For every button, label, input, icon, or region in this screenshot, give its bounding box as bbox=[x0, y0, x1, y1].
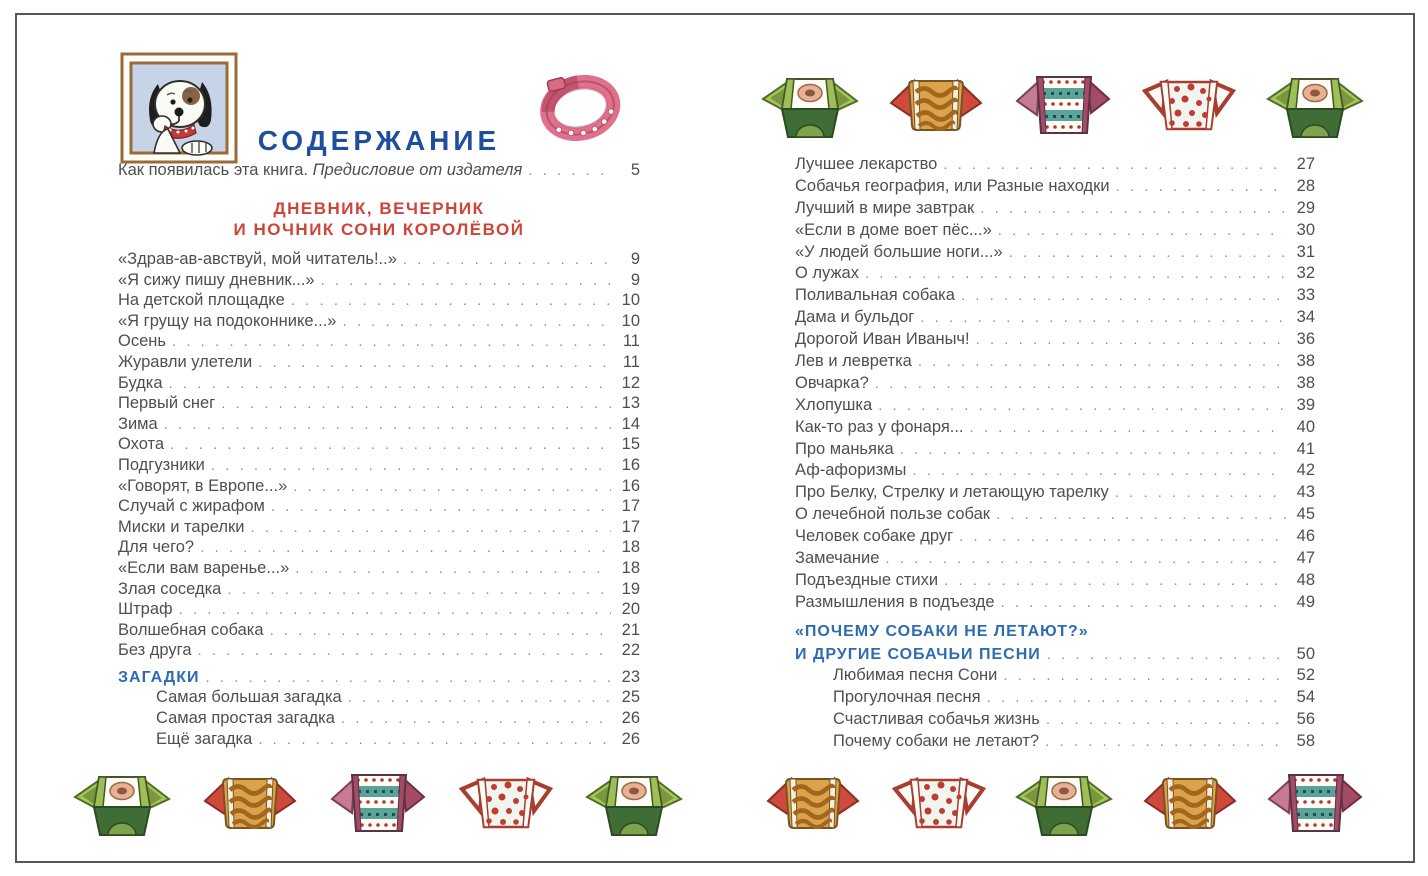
entry-title: «Здрав-ав-авствуй, мой читатель!..» bbox=[118, 250, 397, 268]
entry-title: Лучший в мире завтрак bbox=[795, 198, 975, 217]
page-number: 11 bbox=[622, 352, 640, 371]
toc-entry bbox=[118, 538, 640, 559]
entry-title: Подъездные стихи bbox=[795, 570, 939, 589]
bowl-wavy-icon bbox=[1140, 766, 1240, 842]
toc-entry bbox=[795, 396, 1315, 418]
dot-leader bbox=[258, 731, 611, 748]
toc-entry bbox=[118, 580, 640, 601]
toc-entry bbox=[118, 730, 640, 751]
page-number: 42 bbox=[1296, 461, 1315, 480]
page-number: 19 bbox=[621, 579, 640, 598]
dot-leader bbox=[959, 528, 1286, 545]
page-number: 47 bbox=[1296, 549, 1315, 568]
page-number: 18 bbox=[621, 538, 640, 557]
section-header-line: «ПОЧЕМУ СОБАКИ НЕ ЛЕТАЮТ?» bbox=[795, 622, 1089, 640]
entry-title: Почему собаки не летают? bbox=[833, 732, 1040, 751]
entry-title: Штраф bbox=[118, 600, 173, 619]
bowl-dots-icon bbox=[889, 766, 989, 842]
dot-leader bbox=[1046, 711, 1286, 728]
bowl-row-bottom-right bbox=[763, 766, 1365, 842]
entry-title: Лев и левретка bbox=[795, 352, 912, 371]
toc-entry bbox=[795, 221, 1315, 243]
toc-entry bbox=[118, 668, 640, 689]
toc-entry bbox=[118, 559, 640, 580]
page-number: 9 bbox=[630, 270, 640, 289]
page-number: 22 bbox=[621, 641, 640, 660]
dot-leader bbox=[205, 669, 611, 686]
toc-entry bbox=[795, 732, 1315, 754]
toc-entry bbox=[795, 483, 1315, 505]
dot-leader bbox=[291, 292, 611, 309]
page-number: 48 bbox=[1296, 570, 1315, 589]
page-number: 27 bbox=[1296, 155, 1315, 173]
page-number: 13 bbox=[621, 394, 640, 413]
dot-leader bbox=[341, 710, 611, 727]
dot-leader bbox=[198, 642, 612, 659]
dot-leader bbox=[1116, 178, 1286, 195]
dot-leader bbox=[980, 200, 1286, 217]
toc-entry bbox=[795, 710, 1315, 732]
entry-title: Ещё загадка bbox=[156, 729, 253, 748]
dot-leader bbox=[403, 251, 611, 268]
bowl-striped-icon bbox=[328, 766, 428, 842]
page-number: 54 bbox=[1296, 688, 1315, 707]
entry-title: Про Белку, Стрелку и летающую тарелку bbox=[795, 483, 1109, 502]
entry-title: Поливальная собака bbox=[795, 286, 955, 305]
entry-title: Человек собаке друг bbox=[795, 527, 954, 546]
dot-leader bbox=[343, 313, 612, 330]
dot-leader bbox=[1003, 667, 1286, 684]
toc-entry bbox=[118, 621, 640, 642]
dot-leader bbox=[1115, 484, 1286, 501]
entry-title: Счастливая собачья жизнь bbox=[833, 710, 1040, 729]
toc-entry bbox=[795, 505, 1315, 527]
dot-leader bbox=[878, 397, 1286, 414]
entry-title: Овчарка? bbox=[795, 373, 869, 392]
page-number: 30 bbox=[1296, 220, 1315, 239]
page-number: 38 bbox=[1296, 373, 1315, 392]
page-number: 49 bbox=[1296, 592, 1315, 611]
entry-title: Собачья география, или Разные находки bbox=[795, 176, 1110, 195]
toc-entry bbox=[795, 352, 1315, 374]
entry-title: Самая простая загадка bbox=[156, 709, 335, 728]
entry-title: «У людей большие ноги...» bbox=[795, 242, 1003, 261]
page-number: 29 bbox=[1296, 198, 1315, 217]
entry-title: Лучшее лекарство bbox=[795, 155, 938, 173]
toc-entry bbox=[795, 666, 1315, 688]
entry-title: Прогулочная песня bbox=[833, 688, 981, 707]
dot-leader bbox=[258, 354, 611, 371]
bowl-green-icon bbox=[760, 68, 860, 144]
toc-entry bbox=[795, 593, 1315, 615]
dot-leader bbox=[293, 478, 611, 495]
entry-title: Миски и тарелки bbox=[118, 517, 245, 536]
entry-title: Осень bbox=[118, 332, 166, 351]
page-number: 33 bbox=[1296, 286, 1315, 305]
page-number: 32 bbox=[1296, 264, 1315, 283]
entry-title: «Если в доме воет пёс...» bbox=[795, 220, 992, 239]
entry-title: Про маньяка bbox=[795, 439, 894, 458]
page-number: 31 bbox=[1296, 242, 1315, 261]
toc-left-page bbox=[118, 250, 640, 750]
dot-leader bbox=[912, 462, 1286, 479]
intro-subtitle-italic: Предисловие от издателя bbox=[312, 161, 523, 179]
page-number: 5 bbox=[630, 161, 640, 179]
toc-entry bbox=[118, 600, 640, 621]
entry-title: О лужах bbox=[795, 264, 859, 283]
toc-entry bbox=[795, 461, 1315, 483]
page-number: 41 bbox=[1296, 439, 1315, 458]
page-number: 18 bbox=[621, 558, 640, 577]
page-number: 26 bbox=[621, 729, 640, 748]
page-number: 36 bbox=[1296, 330, 1315, 349]
entry-title: Размышления в подъезде bbox=[795, 592, 995, 611]
dot-leader bbox=[164, 416, 611, 433]
page-number: 56 bbox=[1296, 710, 1315, 729]
bowl-striped-icon bbox=[1013, 68, 1113, 144]
dot-leader bbox=[221, 395, 611, 412]
entry-title: Случай с жирафом bbox=[118, 497, 265, 516]
page-number: 34 bbox=[1296, 308, 1315, 327]
entry-title: Первый снег bbox=[118, 394, 216, 413]
toc-entry bbox=[118, 688, 640, 709]
dot-leader bbox=[875, 375, 1286, 392]
entry-title: Хлопушка bbox=[795, 395, 873, 414]
page-number: 15 bbox=[621, 435, 640, 454]
toc-entry bbox=[795, 571, 1315, 593]
page-number: 17 bbox=[621, 497, 640, 516]
page-number: 52 bbox=[1296, 666, 1315, 685]
bowl-green-icon bbox=[72, 766, 172, 842]
dot-leader bbox=[1001, 594, 1286, 611]
page-number: 12 bbox=[621, 373, 640, 392]
entry-title: Для чего? bbox=[118, 538, 195, 557]
toc-entry bbox=[118, 353, 640, 374]
entry-title: Без друга bbox=[118, 641, 192, 660]
page-number: 16 bbox=[621, 476, 640, 495]
entry-title: Самая большая загадка bbox=[156, 688, 342, 707]
dot-leader bbox=[271, 498, 611, 515]
toc-entry bbox=[118, 332, 640, 353]
page-number: 10 bbox=[621, 311, 640, 330]
toc-entry bbox=[118, 709, 640, 730]
toc-entry bbox=[795, 374, 1315, 396]
entry-title: Будка bbox=[118, 373, 163, 392]
toc-entry bbox=[118, 394, 640, 415]
bowl-green-icon bbox=[584, 766, 684, 842]
dot-leader bbox=[900, 441, 1286, 458]
entry-title: Зима bbox=[118, 414, 158, 433]
bowl-row-bottom-left bbox=[72, 766, 684, 842]
entry-title: Любимая песня Сони bbox=[833, 666, 998, 685]
toc-entry bbox=[795, 527, 1315, 549]
toc-entry bbox=[118, 374, 640, 395]
toc-entry bbox=[118, 497, 640, 518]
contents-title: СОДЕРЖАНИЕ bbox=[257, 124, 501, 156]
dot-leader bbox=[172, 333, 611, 350]
entry-title: ЗАГАДКИ bbox=[118, 668, 200, 686]
entry-title: «Я сижу пишу дневник...» bbox=[118, 270, 315, 289]
entry-title: Волшебная собака bbox=[118, 620, 264, 639]
page-number: 17 bbox=[621, 517, 640, 536]
toc-entry bbox=[795, 418, 1315, 440]
toc-entry bbox=[118, 415, 640, 436]
dot-leader bbox=[321, 272, 611, 289]
page-number: 16 bbox=[621, 455, 640, 474]
dot-leader bbox=[250, 519, 611, 536]
entry-title: Охота bbox=[118, 435, 165, 454]
entry-title: На детской площадке bbox=[118, 291, 285, 310]
entry-title: Замечание bbox=[795, 549, 880, 568]
page-number: 28 bbox=[1296, 176, 1315, 195]
entry-title: Аф-афоризмы bbox=[795, 461, 907, 480]
bowl-striped-icon bbox=[1265, 766, 1365, 842]
page-number: 20 bbox=[621, 600, 640, 619]
toc-entry bbox=[795, 286, 1315, 308]
dot-leader bbox=[996, 506, 1286, 523]
page-number: 25 bbox=[621, 688, 640, 707]
toc-entry bbox=[795, 688, 1315, 710]
dot-leader bbox=[944, 572, 1286, 589]
toc-entry bbox=[118, 312, 640, 333]
toc-entry bbox=[795, 243, 1315, 265]
page-number: 26 bbox=[621, 709, 640, 728]
dot-leader bbox=[961, 287, 1286, 304]
bowl-row-top-right bbox=[760, 68, 1365, 144]
entry-title: «Я грущу на подоконнике...» bbox=[118, 311, 337, 330]
toc-entry bbox=[795, 199, 1315, 221]
toc-entry bbox=[118, 641, 640, 662]
toc-right-page bbox=[795, 155, 1315, 754]
entry-title: Злая соседка bbox=[118, 579, 222, 598]
bowl-dots-icon bbox=[456, 766, 556, 842]
entry-title: О лечебной пользе собак bbox=[795, 505, 990, 524]
toc-entry bbox=[118, 271, 640, 292]
page-number: 14 bbox=[621, 414, 640, 433]
dot-leader bbox=[169, 375, 611, 392]
dot-leader bbox=[179, 601, 611, 618]
page-number: 11 bbox=[622, 332, 640, 351]
dot-leader bbox=[200, 539, 611, 556]
section-heading-diary: ДНЕВНИК, ВЕЧЕРНИК И НОЧНИК СОНИ КОРОЛЁВОЙ bbox=[233, 199, 525, 239]
bowl-wavy-icon bbox=[886, 68, 986, 144]
dot-leader bbox=[918, 353, 1286, 370]
page-number: 23 bbox=[621, 667, 640, 686]
entry-title: Как-то раз у фонаря... bbox=[795, 417, 964, 436]
page-number: 38 bbox=[1296, 352, 1315, 371]
toc-entry bbox=[795, 308, 1315, 330]
intro-title: Как появилась эта книга. bbox=[118, 161, 313, 179]
dog-collar-illustration bbox=[532, 66, 628, 148]
dot-leader bbox=[865, 265, 1286, 282]
toc-entry bbox=[795, 549, 1315, 571]
dot-leader bbox=[348, 689, 611, 706]
toc-entry bbox=[118, 291, 640, 312]
entry-title: Дама и бульдог bbox=[795, 308, 915, 327]
toc-entry bbox=[795, 440, 1315, 462]
page-number: 43 bbox=[1296, 483, 1315, 502]
dot-leader bbox=[528, 162, 611, 179]
entry-title: Журавли улетели bbox=[118, 352, 253, 371]
page-number: 9 bbox=[630, 250, 640, 268]
entry-title: Дорогой Иван Иваныч! bbox=[795, 330, 970, 349]
toc-entry bbox=[118, 250, 640, 271]
dot-leader bbox=[885, 550, 1286, 567]
dot-leader bbox=[998, 222, 1286, 239]
bowl-green-icon bbox=[1265, 68, 1365, 144]
dot-leader bbox=[970, 419, 1286, 436]
dot-leader bbox=[227, 581, 611, 598]
dot-leader bbox=[1047, 646, 1286, 663]
dot-leader bbox=[211, 457, 611, 474]
dot-leader bbox=[1045, 733, 1286, 750]
toc-entry bbox=[795, 645, 1315, 667]
toc-entry bbox=[795, 155, 1315, 177]
page-number: 46 bbox=[1296, 527, 1315, 546]
page-number: 21 bbox=[621, 620, 640, 639]
page-number: 45 bbox=[1296, 505, 1315, 524]
bowl-green-icon bbox=[1014, 766, 1114, 842]
entry-title: Подгузники bbox=[118, 455, 205, 474]
toc-entry bbox=[795, 330, 1315, 352]
dot-leader bbox=[987, 689, 1286, 706]
dot-leader bbox=[943, 156, 1286, 173]
page-number: 40 bbox=[1296, 417, 1315, 436]
page-number: 50 bbox=[1296, 644, 1315, 663]
page-number: 39 bbox=[1296, 395, 1315, 414]
dot-leader bbox=[920, 309, 1286, 326]
entry-title: И ДРУГИЕ СОБАЧЬИ ПЕСНИ bbox=[795, 645, 1041, 663]
entry-title: «Говорят, в Европе...» bbox=[118, 476, 288, 495]
page-number: 10 bbox=[621, 291, 640, 310]
bowl-wavy-icon bbox=[200, 766, 300, 842]
toc-entry bbox=[118, 435, 640, 456]
dot-leader bbox=[270, 622, 611, 639]
toc-entry bbox=[118, 456, 640, 477]
dot-leader bbox=[1009, 244, 1286, 261]
toc-entry bbox=[795, 264, 1315, 286]
toc-entry bbox=[118, 518, 640, 539]
dot-leader bbox=[295, 560, 611, 577]
dot-leader bbox=[170, 436, 611, 453]
bowl-wavy-icon bbox=[763, 766, 863, 842]
toc-entry bbox=[795, 177, 1315, 199]
toc-entry bbox=[118, 477, 640, 498]
entry-title: «Если вам варенье...» bbox=[118, 558, 290, 577]
intro-entry bbox=[118, 161, 640, 183]
dot-leader bbox=[976, 331, 1286, 348]
bowl-dots-icon bbox=[1139, 68, 1239, 144]
page-number: 58 bbox=[1296, 732, 1315, 751]
